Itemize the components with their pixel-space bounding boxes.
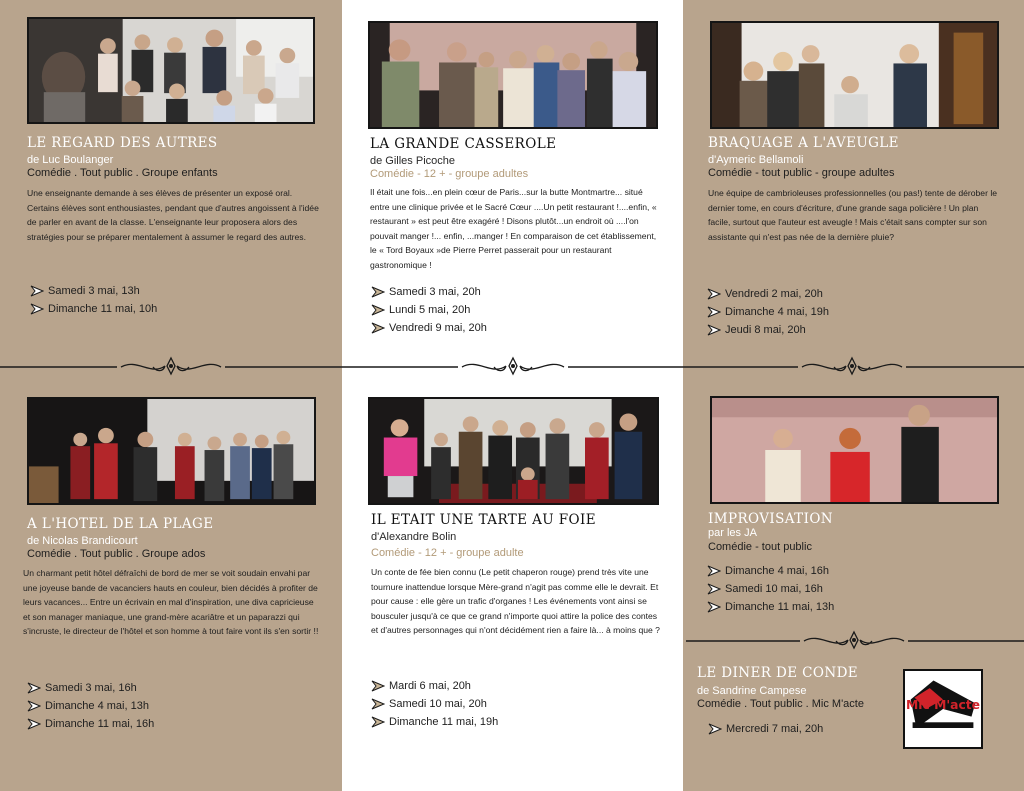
chevron-arrow-icon	[371, 286, 385, 298]
show-author: de Nicolas Brandicourt	[27, 535, 138, 547]
show-genre: Comédie - 12 + - groupe adulte	[371, 547, 524, 559]
chevron-arrow-icon	[707, 583, 721, 595]
show-date	[707, 303, 829, 321]
show-author: d'Alexandre Bolin	[371, 531, 457, 543]
ornamental-flourish-icon	[800, 628, 908, 654]
show-author: par les JA	[708, 527, 757, 539]
show-date	[30, 282, 157, 300]
chevron-arrow-icon	[707, 288, 721, 300]
show-photo	[710, 396, 999, 504]
show-photo	[27, 17, 315, 124]
show-date	[371, 301, 487, 319]
date-label: Dimanche 4 mai, 16h	[725, 565, 829, 577]
show-description: Il était une fois...en plein cœur de Paris...sur la butte Montmartre... situé entre une clinique privée et le Sacré Cœur ....Un petit restaurant !....enfin, « restaurant » est peut être exagéré ! Disons plutôt...un endroit où ....l'on pouvait manger !... enfin, ...manger ! En comparaison de cet établissement, le « Tord Boyaux »de Pierre Perret passerait pour un restaurant gastronomique !	[370, 187, 657, 270]
chevron-arrow-icon	[371, 716, 385, 728]
show-description: Un charmant petit hôtel défraîchi de bord de mer se voit soudain envahi par une joyeuse bande de vacanciers hauts en couleur, bien décidés à profiter de leurs vacances... Entre un écrivain en mal d'inspiration, une diva capricieuse et son manager maniaque, une grand-mère acariâtre et un paparazzi qui s'incruste, le directeur de l'hôtel et son homme à tout faire vont ils s'en sortir !!	[23, 568, 319, 637]
date-label: Mercredi 7 mai, 20h	[726, 723, 824, 735]
show-dates-list	[27, 679, 154, 733]
date-label: Samedi 3 mai, 16h	[45, 682, 137, 694]
show-photo	[368, 397, 659, 505]
show-title: LA GRANDE CASSEROLE	[370, 136, 557, 152]
show-date	[707, 562, 834, 580]
show-date	[27, 697, 154, 715]
show-dates-list	[30, 282, 157, 318]
show-date	[27, 679, 154, 697]
chevron-arrow-icon	[30, 303, 44, 315]
chevron-arrow-icon	[708, 723, 722, 735]
show-author: d'Aymeric Bellamoli	[708, 154, 804, 166]
show-date	[30, 300, 157, 318]
date-label: Samedi 3 mai, 13h	[48, 285, 140, 297]
show-photo	[368, 21, 658, 129]
show-date	[371, 283, 487, 301]
show-genre: Comédie . Tout public . Mic M'acte	[697, 698, 864, 710]
show-date	[707, 580, 834, 598]
chevron-arrow-icon	[371, 322, 385, 334]
date-label: Vendredi 2 mai, 20h	[725, 288, 823, 300]
show-date	[371, 695, 498, 713]
show-author: de Gilles Picoche	[370, 155, 455, 167]
show-title: IMPROVISATION	[708, 511, 833, 527]
date-label: Dimanche 11 mai, 16h	[45, 718, 155, 730]
date-label: Lundi 5 mai, 20h	[389, 304, 471, 316]
show-dates-list	[371, 677, 498, 731]
show-dates-list	[707, 562, 834, 616]
show-description: Un conte de fée bien connu (Le petit chaperon rouge) prend très vite une tournure inattendue lorsque Mère-grand n'agit pas comme elle le devrait. Et pour cause : elle gère un trafic d'organes ! Les événements vont ainsi se bousculer jusqu'à ce que ce grand n'importe quoi attire la police des contes et d'autres personnages qui n'ont décidément rien a faire là... à moins que ?	[371, 567, 660, 636]
show-date	[371, 319, 487, 337]
show-title: BRAQUAGE A L'AVEUGLE	[708, 135, 899, 151]
chevron-arrow-icon	[707, 324, 721, 336]
chevron-arrow-icon	[707, 565, 721, 577]
svg-text:Mic M'acte: Mic M'acte	[905, 698, 981, 712]
show-photo	[27, 397, 316, 505]
date-label: Dimanche 4 mai, 13h	[45, 700, 149, 712]
show-date	[707, 285, 829, 303]
date-label: Samedi 10 mai, 20h	[389, 698, 487, 710]
chevron-arrow-icon	[27, 682, 41, 694]
date-label: Jeudi 8 mai, 20h	[725, 324, 806, 336]
show-author: de Luc Boulanger	[27, 154, 114, 166]
show-description: Une enseignante demande à ses élèves de présenter un exposé oral. Certains élèves sont enthousiastes, pendant que d'autres angoissent à l'idée de parler en avant de la classe. L'enseignante leur proposera alors des stratégies pour se préparer mentalement à assumer le regard des autres.	[27, 188, 319, 242]
chevron-arrow-icon	[371, 698, 385, 710]
ornamental-flourish-icon	[798, 354, 906, 380]
chevron-arrow-icon	[707, 601, 721, 613]
chevron-arrow-icon	[707, 306, 721, 318]
show-genre: Comédie - tout public - groupe adultes	[708, 167, 895, 179]
show-title: LE REGARD DES AUTRES	[27, 135, 218, 151]
show-title: A L'HOTEL DE LA PLAGE	[27, 516, 214, 532]
show-dates-list	[371, 283, 487, 337]
show-date	[27, 715, 154, 733]
date-label: Samedi 10 mai, 16h	[725, 583, 823, 595]
show-photo	[710, 21, 999, 129]
show-date	[371, 713, 498, 731]
show-genre: Comédie - tout public	[708, 541, 812, 553]
show-description: Une équipe de cambrioleuses professionnelles (ou pas!) tente de dérober le dernier tome, en cours d'écriture, d'une grande saga policière ! Un plan facile, surtout que l'auteur est aveugle ! Mais c'était sans compter sur son assistante qui n'est pas née de la dernière pluie?	[708, 188, 998, 242]
show-date	[707, 321, 829, 339]
ornamental-flourish-icon	[458, 354, 568, 380]
show-genre: Comédie . Tout public . Groupe enfants	[27, 167, 218, 179]
show-title: IL ETAIT UNE TARTE AU FOIE	[371, 512, 596, 528]
date-label: Dimanche 11 mai, 19h	[389, 716, 499, 728]
show-date	[371, 677, 498, 695]
date-label: Mardi 6 mai, 20h	[389, 680, 471, 692]
chevron-arrow-icon	[371, 304, 385, 316]
date-label: Dimanche 4 mai, 19h	[725, 306, 829, 318]
show-author: de Sandrine Campese	[697, 685, 807, 697]
show-dates-list	[707, 285, 829, 339]
chevron-arrow-icon	[27, 718, 41, 730]
show-dates-list	[708, 720, 823, 738]
date-label: Vendredi 9 mai, 20h	[389, 322, 487, 334]
ornamental-flourish-icon	[117, 354, 225, 380]
show-genre: Comédie - 12 + - groupe adultes	[370, 168, 529, 180]
mic-macte-logo	[903, 669, 983, 749]
date-label: Dimanche 11 mai, 13h	[725, 601, 835, 613]
show-date	[708, 720, 823, 738]
chevron-arrow-icon	[27, 700, 41, 712]
chevron-arrow-icon	[371, 680, 385, 692]
show-genre: Comédie . Tout public . Groupe ados	[27, 548, 206, 560]
date-label: Dimanche 11 mai, 10h	[48, 303, 158, 315]
show-title: LE DINER DE CONDE	[697, 665, 859, 681]
show-date	[707, 598, 834, 616]
chevron-arrow-icon	[30, 285, 44, 297]
date-label: Samedi 3 mai, 20h	[389, 286, 481, 298]
